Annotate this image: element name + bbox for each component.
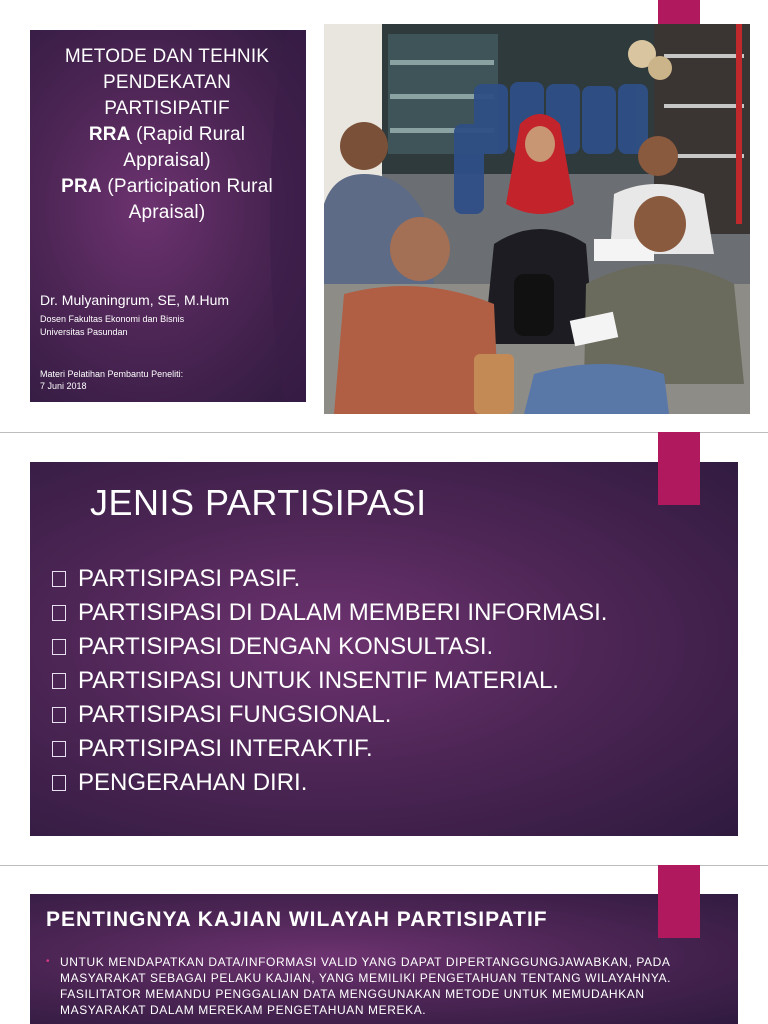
slide-title [38, 44, 296, 226]
rra-abbr: RRA [88, 124, 131, 145]
list-item-text: PENGERAHAN DIRI. [78, 769, 308, 796]
field-photo-illustration [324, 24, 750, 414]
list-item-text: PARTISIPASI INTERAKTIF. [78, 735, 373, 762]
event-date: 7 Juni 2018 [40, 381, 87, 391]
accent-tab [658, 432, 700, 505]
title-line: METODE DAN TEHNIK [64, 46, 270, 67]
bullet-box-icon [52, 707, 66, 723]
list-item [52, 732, 607, 766]
event-text: Materi Pelatihan Pembantu Peneliti: [40, 369, 184, 379]
slide-heading: PENTINGNYA KAJIAN WILAYAH PARTISIPATIF [46, 908, 548, 931]
slide-separator [0, 432, 768, 433]
affiliation-line: Dosen Fakultas Ekonomi dan Bisnis [40, 314, 185, 324]
slide-panel [30, 462, 738, 836]
bullet-box-icon [52, 639, 66, 655]
bullet-box-icon [52, 605, 66, 621]
list-item-text: PARTISIPASI FUNGSIONAL. [78, 701, 392, 728]
slide-separator [0, 865, 768, 866]
title-line: PARTISIPATIF [104, 98, 230, 119]
bullet-box-icon [52, 673, 66, 689]
accent-tab [658, 0, 700, 24]
list-item-text: PARTISIPASI DENGAN KONSULTASI. [78, 633, 494, 660]
title-panel [30, 30, 306, 402]
slide-panel [30, 894, 738, 1024]
list-item [52, 596, 607, 630]
rra-desc: (Rapid Rural [136, 124, 246, 145]
rra-line [38, 122, 296, 148]
list-item-text: PARTISIPASI PASIF. [78, 565, 301, 592]
field-photo [324, 24, 750, 414]
pra-abbr: PRA [61, 176, 102, 197]
author-name: Dr. Mulyaningrum, SE, M.Hum [40, 292, 230, 308]
slide-heading: JENIS PARTISIPASI [90, 482, 427, 523]
list-item-text: PARTISIPASI DI DALAM MEMBERI INFORMASI. [78, 599, 608, 626]
pra-line [38, 174, 296, 200]
participation-list [52, 562, 607, 800]
list-item [52, 664, 607, 698]
title-line: PENDEKATAN [103, 72, 231, 93]
bullet-dot-icon: • [46, 956, 51, 967]
pra-desc-line2: Apraisal) [128, 202, 206, 223]
accent-tab [658, 865, 700, 938]
list-item [52, 766, 607, 800]
bullet-box-icon [52, 775, 66, 791]
bullet-box-icon [52, 571, 66, 587]
rra-desc-line2: Appraisal) [123, 150, 211, 171]
list-item [52, 562, 607, 596]
pra-desc: (Participation Rural [107, 176, 273, 197]
bullet-box-icon [52, 741, 66, 757]
list-item [52, 698, 607, 732]
bullet-paragraph [46, 954, 706, 1018]
list-item [52, 630, 607, 664]
affiliation-line: Universitas Pasundan [40, 327, 128, 337]
list-item-text: PARTISIPASI UNTUK INSENTIF MATERIAL. [78, 667, 559, 694]
bullet-text: UNTUK MENDAPATKAN DATA/INFORMASI VALID YANG DAPAT DIPERTANGGUNGJAWABKAN, PADA MASYARAKAT SEBAGAI PELAKU KAJIAN, YANG MEMILIKI PENGETAHUAN TENTANG WILAYAHNYA. FASILITATOR MEMANDU PENGGALIAN DATA MENGGUNAKAN METODE UNTUK MEMUDAHKAN MASYARAKAT DALAM MEREKAM PENGETAHUAN MEREKA. [60, 955, 672, 1017]
